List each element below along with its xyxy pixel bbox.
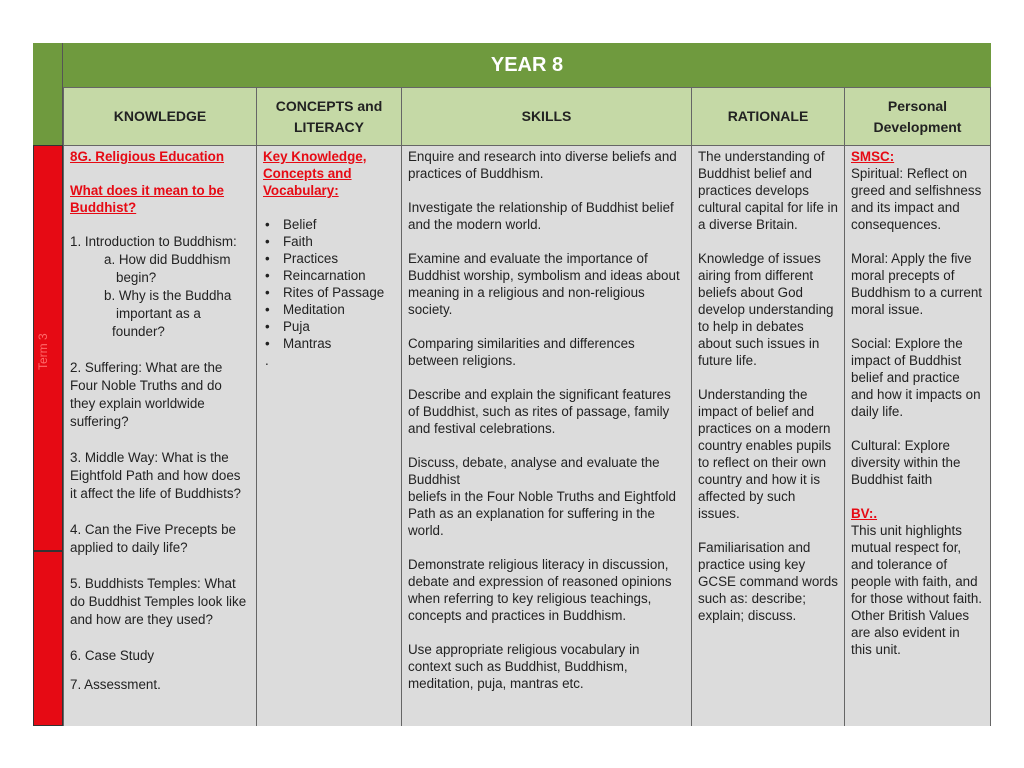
year-title: YEAR 8 — [63, 43, 991, 87]
concepts-trailing: . — [265, 353, 269, 368]
skill-item: Investigate the relationship of Buddhist belief and the modern world. — [408, 200, 674, 232]
bv-label: BV:. — [851, 506, 878, 521]
bv-text: This unit highlights mutual respect for, and tolerance of people with faith, and for those without faith. Other British Values are also evident in this unit. — [851, 523, 983, 657]
skills-column — [401, 145, 691, 726]
rationale-item: Familiarisation and practice using key GCSE command words such as: describe; explain; discuss. — [698, 540, 838, 623]
knowledge-item-1a-cont: begin? — [116, 270, 157, 285]
smsc-spiritual: Spiritual: Reflect on greed and selfishness and its impact and consequences. — [851, 166, 982, 232]
rationale-item: The understanding of Buddhist belief and practices develops cultural capital for life in a diverse Britain. — [698, 149, 838, 232]
vocab-term: • Reincarnation — [263, 267, 395, 284]
knowledge-item-7: 7. Assessment. — [70, 677, 161, 692]
skill-item: Use appropriate religious vocabulary in context such as Buddhist, Buddhism, meditation, puja, mantras etc. — [408, 642, 640, 691]
smsc-moral: Moral: Apply the five moral precepts of Buddhism to a current moral issue. — [851, 251, 982, 317]
skill-item: Comparing similarities and differences between religions. — [408, 336, 635, 368]
knowledge-item-4: 4. Can the Five Precepts be applied to daily life? — [70, 522, 236, 555]
concepts-heading: Key Knowledge, Concepts and Vocabulary: — [263, 149, 367, 198]
skill-item: Demonstrate religious literacy in discussion, debate and expression of reasoned opinions when referring to key religious teachings, concepts and practices in Buddhism. — [408, 557, 672, 623]
knowledge-item-1: 1. Introduction to Buddhism: — [70, 234, 237, 249]
header-concepts: CONCEPTS and LITERACY — [256, 87, 401, 145]
header-rationale: RATIONALE — [691, 87, 844, 145]
skill-item: beliefs in the Four Noble Truths and Eightfold Path as an explanation for suffering in the world. — [408, 489, 676, 538]
unit-question: What does it mean to be Buddhist? — [70, 183, 225, 215]
skill-item: Enquire and research into diverse beliefs and practices of Buddhism. — [408, 149, 677, 181]
vocab-term: • Practices — [263, 250, 395, 267]
rationale-item: Understanding the impact of belief and practices on a modern country enables pupils to reflect on their own country and how it is affected by such issues. — [698, 387, 832, 521]
vocab-term: • Faith — [263, 233, 395, 250]
knowledge-column — [63, 145, 256, 726]
skill-item: Describe and explain the significant features of Buddhist, such as rites of passage, family and festival celebrations. — [408, 387, 671, 436]
personal-column — [844, 145, 991, 726]
vocab-term: • Rites of Passage — [263, 284, 395, 301]
concepts-column — [256, 145, 401, 726]
knowledge-item-2: 2. Suffering: What are the Four Noble Truths and do they explain worldwide suffering? — [70, 360, 223, 429]
knowledge-item-6: 6. Case Study — [70, 648, 155, 663]
vocab-term: • Meditation — [263, 301, 395, 318]
smsc-label: SMSC: — [851, 149, 895, 164]
vocabulary-list — [263, 216, 395, 352]
smsc-social: Social: Explore the impact of Buddhist belief and practice and how it impacts on daily life. — [851, 336, 981, 419]
side-strip-lower — [33, 551, 63, 726]
header-personal: Personal Development — [844, 87, 991, 145]
knowledge-item-1b-cont2: founder? — [112, 324, 165, 339]
unit-title: 8G. Religious Education — [70, 149, 225, 164]
rationale-column — [691, 145, 844, 726]
rationale-item: Knowledge of issues airing from different beliefs about God develop understanding to help in debates about such issues in future life. — [698, 251, 834, 368]
knowledge-item-5: 5. Buddhists Temples: What do Buddhist Temples look like and how are they used? — [70, 576, 247, 627]
vocab-term: • Puja — [263, 318, 395, 335]
skill-item: Examine and evaluate the importance of Buddhist worship, symbolism and ideas about meaning in a religious and non-religious society. — [408, 251, 680, 317]
knowledge-item-1a: a. How did Buddhism — [104, 252, 231, 267]
header-knowledge: KNOWLEDGE — [63, 87, 256, 145]
knowledge-item-1b: b. Why is the Buddha — [104, 288, 232, 303]
side-strip-header — [33, 43, 63, 145]
skill-item: Discuss, debate, analyse and evaluate the Buddhist — [408, 455, 660, 487]
smsc-cultural: Cultural: Explore diversity within the Buddhist faith — [851, 438, 961, 487]
vocab-term: • Belief — [263, 216, 395, 233]
header-skills: SKILLS — [401, 87, 691, 145]
knowledge-item-3: 3. Middle Way: What is the Eightfold Path and how does it affect the life of Buddhists? — [70, 450, 241, 501]
vocab-term: • Mantras — [263, 335, 395, 352]
term-label: Term 3 — [36, 333, 50, 371]
knowledge-item-1b-cont: important as a — [116, 306, 201, 321]
